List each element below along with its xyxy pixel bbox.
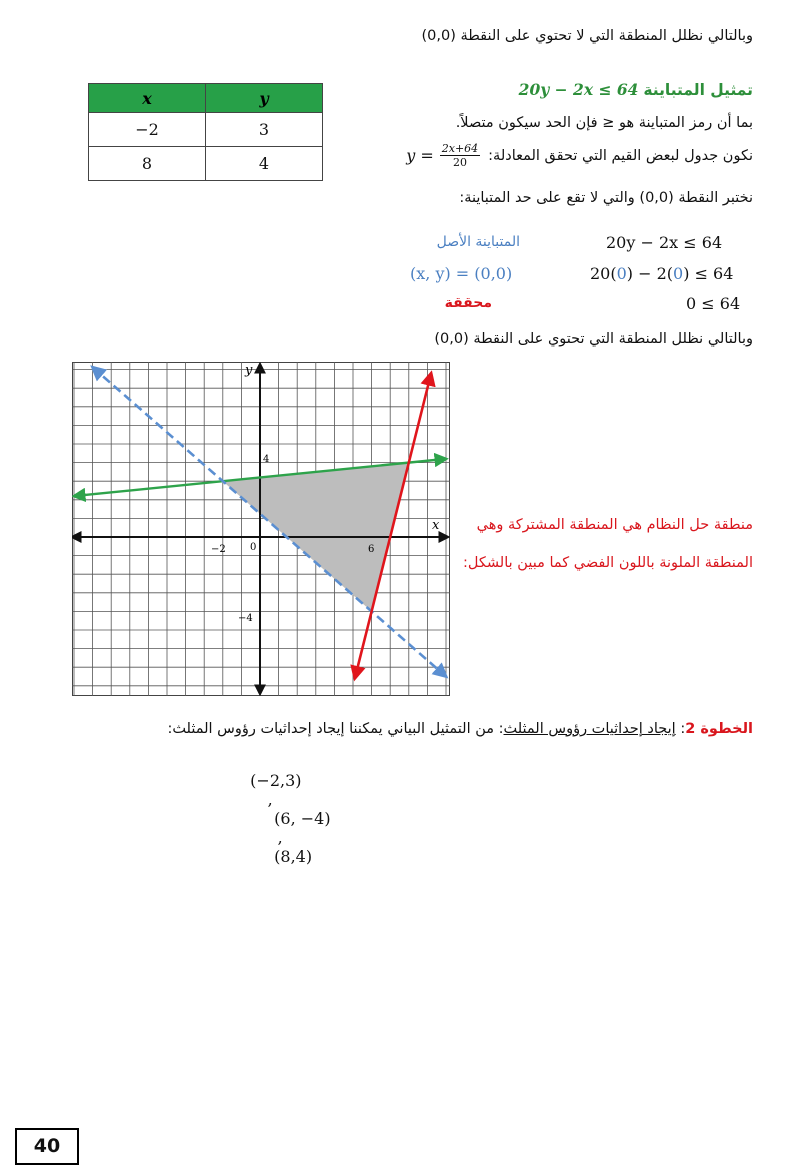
table-header-row	[89, 84, 323, 113]
vertex-2: (6, −4)	[274, 809, 331, 828]
table-row	[89, 147, 323, 181]
table-cell: −2	[89, 113, 206, 147]
boundary-solid-note: بما أن رمز المتباينة هو ≤ فإن الحد سيكون متصلاً.	[455, 115, 753, 131]
x-axis-label: x	[432, 518, 440, 533]
page-number: 40	[15, 1128, 79, 1165]
table-header-x: x	[89, 84, 206, 113]
vertex-1: (−2,3)	[250, 771, 302, 790]
step2-label: الخطوة 2	[685, 721, 753, 737]
step-note-2: (x, y) = (0,0)	[410, 264, 513, 283]
tick-label-y-4: 4	[263, 454, 270, 465]
substituted-zero: 0	[673, 264, 684, 283]
origin-label: 0	[250, 542, 257, 553]
step-note-1: المتباينة الأصل	[436, 234, 520, 250]
system-graph	[72, 362, 450, 696]
equation-table-note	[406, 142, 753, 169]
table-row	[89, 113, 323, 147]
table-header-y: y	[206, 84, 323, 113]
vertex-separator: ,	[277, 828, 283, 847]
step2-rest: : من التمثيل البياني يمكننا إيجاد إحداثيات رؤوس المثلث:	[167, 721, 504, 737]
tick-label-y-neg4: −4	[238, 613, 253, 624]
tick-label-x-6: 6	[368, 544, 375, 555]
y-equation	[406, 142, 480, 169]
fraction-numerator: 2x+64	[441, 142, 479, 155]
heading-label: تمثيل المتباينة	[643, 81, 753, 99]
values-table	[88, 83, 323, 181]
step-expression-3: 0 ≤ 64	[686, 294, 741, 313]
section-heading	[519, 80, 753, 99]
shade-conclusion: وبالتالي نظلل المنطقة التي تحتوي على النقطة (0,0)	[434, 331, 753, 347]
step-expression-2	[590, 264, 733, 283]
solution-note-line2: المنطقة الملونة باللون الفضي كما مبين بالشكل:	[463, 555, 753, 571]
step-note-3: محققة	[444, 295, 492, 311]
heading-expression: 20y − 2x ≤ 64	[518, 80, 639, 99]
expr-part: ) ≤ 64	[683, 264, 734, 283]
table-cell: 3	[206, 113, 323, 147]
table-cell: 4	[206, 147, 323, 181]
expr-part: ) − 2(	[626, 264, 674, 283]
step2-underlined: إيجاد إحداثيات رؤوس المثلث	[503, 721, 676, 737]
step2-colon: :	[680, 721, 686, 737]
fraction	[440, 142, 480, 169]
test-point-note: نختبر النقطة (0,0) والتي لا تقع على حد المتباينة:	[459, 190, 753, 206]
intro-conclusion: وبالتالي نظلل المنطقة التي لا تحتوي على النقطة (0,0)	[421, 28, 753, 44]
vertices-list	[240, 752, 331, 866]
y-equals: y =	[406, 146, 434, 165]
equation-table-text: نكون جدول لبعض القيم التي تحقق المعادلة:	[488, 147, 753, 164]
vertex-3: (8,4)	[274, 847, 313, 866]
tick-label-x-neg2: −2	[211, 544, 226, 555]
table-cell: 8	[89, 147, 206, 181]
vertex-separator: ,	[267, 790, 273, 809]
step-expression-1: 20y − 2x ≤ 64	[606, 233, 723, 252]
y-axis-label: y	[245, 363, 253, 378]
substituted-zero: 0	[616, 264, 627, 283]
solution-note-line1: منطقة حل النظام هي المنطقة المشتركة وهي	[476, 517, 753, 533]
expr-part: 20(	[590, 264, 617, 283]
fraction-denominator: 20	[452, 156, 467, 169]
step2-line	[167, 721, 753, 737]
